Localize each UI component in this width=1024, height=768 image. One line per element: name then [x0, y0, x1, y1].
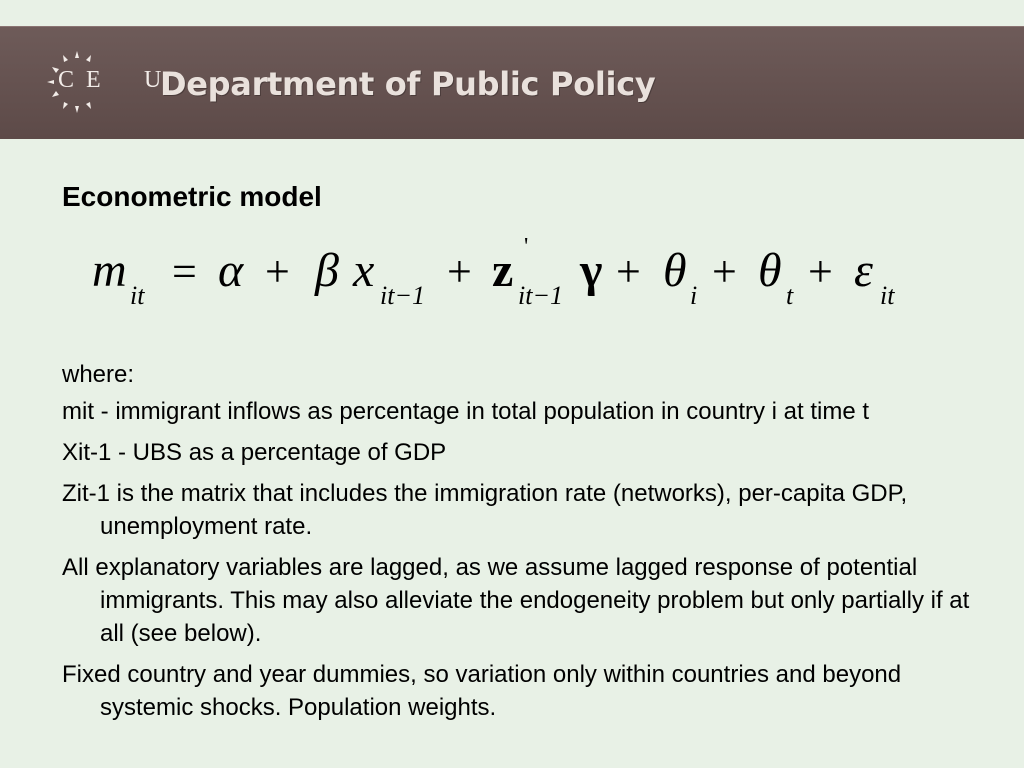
header-banner	[0, 26, 1024, 139]
logo-letter-e: E	[86, 67, 106, 93]
eq-m: m	[92, 244, 127, 297]
eq-equals: =	[172, 247, 197, 296]
eq-alpha: α	[218, 244, 244, 297]
definition-zit: Zit-1 is the matrix that includes the immigration rate (networks), per-capita GDP, unemployment rate.	[62, 480, 908, 540]
logo-letter-u: U	[144, 67, 167, 93]
eq-plus-2: +	[447, 247, 472, 296]
top-margin-stripe	[0, 0, 1024, 26]
department-title: Department of Public Policy	[160, 65, 656, 103]
eq-beta: β	[315, 244, 339, 297]
eq-plus-5: +	[808, 247, 833, 296]
ceu-logo	[44, 49, 167, 115]
eq-plus-4: +	[712, 247, 737, 296]
eq-theta-t-subscript: t	[786, 281, 794, 310]
eq-z-prime: '	[524, 236, 529, 260]
eq-m-subscript: it	[130, 281, 145, 310]
slide-body	[62, 358, 982, 732]
eq-gamma: γ	[580, 244, 603, 297]
eq-z: z	[492, 244, 514, 297]
eq-x: x	[353, 244, 375, 297]
where-label: where:	[62, 361, 135, 388]
econometric-equation	[90, 236, 930, 326]
eq-z-subscript: it−1	[518, 281, 563, 310]
definition-xit: Xit-1 - UBS as a percentage of GDP	[62, 439, 447, 466]
definition-mit: mit - immigrant inflows as percentage in total population in country i at time t	[62, 398, 870, 425]
eq-theta-t: θ	[758, 244, 782, 297]
eq-plus-1: +	[265, 247, 290, 296]
eq-epsilon-subscript: it	[880, 281, 895, 310]
eq-x-subscript: it−1	[380, 281, 425, 310]
slide-title: Econometric model	[62, 181, 322, 212]
eq-theta-i-subscript: i	[690, 281, 698, 310]
logo-letter-c: C	[58, 67, 80, 93]
eq-theta-i: θ	[663, 244, 687, 297]
lagged-variables-note: All explanatory variables are lagged, as we assume lagged response of potential immigrants. This may also alleviate the endogeneity problem but only partially if at all (see below).	[62, 554, 970, 647]
eq-plus-3: +	[616, 247, 641, 296]
eq-epsilon: ε	[854, 244, 873, 297]
fixed-effects-note: Fixed country and year dummies, so variation only within countries and beyond systemic shocks. Population weights.	[62, 661, 902, 721]
